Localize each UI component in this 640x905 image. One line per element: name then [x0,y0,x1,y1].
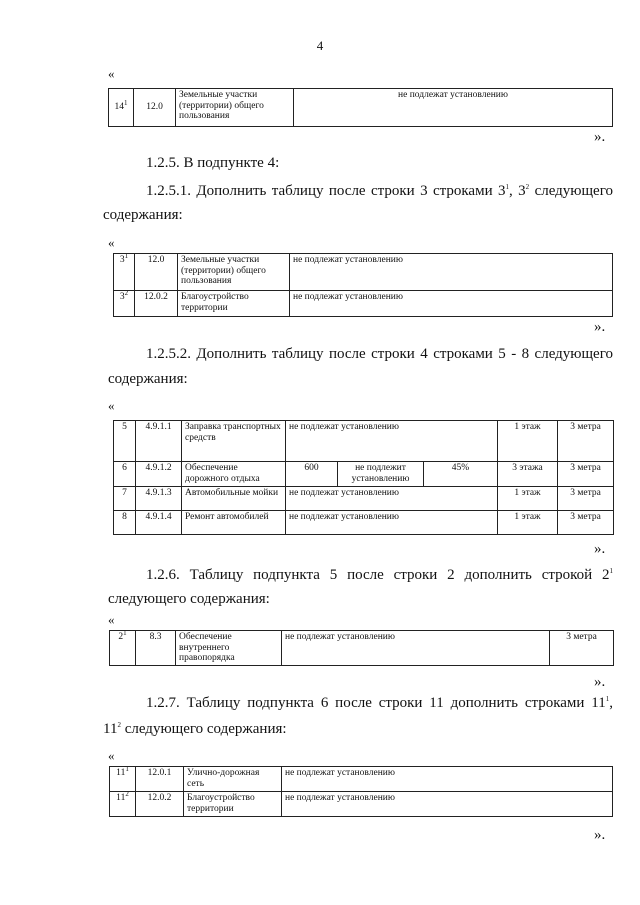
distance-cell: 3 метра [558,511,614,535]
table-row [109,89,613,127]
row-number: $11^1$ [110,767,136,792]
code-cell: 12.0 [134,89,176,127]
row-number: $2^1$ [110,631,136,666]
table-row [114,511,614,535]
open-quote: « [108,235,115,250]
row-number: $3^1$ [114,254,135,291]
name-cell: Обеспечение внутреннего правопорядка [176,631,282,666]
paragraph-1-2-5-1-cont: содержания: [103,207,183,223]
close-quote: ». [594,541,606,557]
table-row [114,421,614,462]
distance-cell: 3 метра [558,487,614,511]
floors-cell: 1 этаж [498,511,558,535]
value-cell: не подлежат установлению [286,421,498,462]
name-cell: Улично-дорожная сеть [184,767,282,792]
name-cell: Автомобильные мойки [182,487,286,511]
name-cell: Заправка транспортных средств [182,421,286,462]
name-cell: Благоустройство территории [178,291,290,317]
area-max-cell: не подлежит установлению [338,462,424,487]
table-row [114,254,613,291]
code-cell: 12.0.1 [136,767,184,792]
paragraph-1-2-5-2: 1.2.5.2. Дополнить таблицу после строки 4 строками 5 - 8 следующего [146,346,613,362]
row-number: $14^1$ [109,89,134,127]
row-number: 7 [114,487,136,511]
value-cell: не подлежат установлению [286,487,498,511]
code-cell: 12.0 [135,254,178,291]
table-row [110,792,613,817]
page-number: 4 [316,38,324,53]
paragraph-1-2-7-cont: $11^2$ следующего содержания: [103,721,287,737]
table-2 [113,253,613,317]
value-cell: не подлежат установлению [290,291,613,317]
close-quote: ». [594,129,606,145]
table-row [114,291,613,317]
table-row [114,487,614,511]
floors-cell: 1 этаж [498,421,558,462]
value-cell: не подлежат установлению [282,767,613,792]
area-cell: 600 [286,462,338,487]
paragraph-1-2-6: 1.2.6. Таблицу подпункта 5 после строки 2 дополнить строкой $2^1$ [146,567,613,583]
close-quote: ». [594,319,606,335]
table-4 [109,630,614,666]
paragraph-1-2-5: 1.2.5. В подпункте 4: [146,155,280,171]
paragraph-1-2-6-cont: следующего содержания: [108,591,270,607]
close-quote: ». [594,674,606,690]
value-cell: не подлежат установлению [286,511,498,535]
row-number: 6 [114,462,136,487]
table-row [110,631,614,666]
name-cell: Обеспечение дорожного отдыха [182,462,286,487]
value-cell: не подлежат установлению [282,792,613,817]
row-number: $11^2$ [110,792,136,817]
value-cell: не подлежат установлению [282,631,550,666]
name-cell: Земельные участки (территории) общего пользования [176,89,294,127]
code-cell: 8.3 [136,631,176,666]
code-cell: 4.9.1.4 [136,511,182,535]
open-quote: « [108,66,115,81]
open-quote: « [108,612,115,627]
table-5 [109,766,613,817]
code-cell: 4.9.1.1 [136,421,182,462]
paragraph-1-2-5-2-cont: содержания: [108,371,188,387]
close-quote: ». [594,827,606,843]
paragraph-1-2-5-1: 1.2.5.1. Дополнить таблицу после строки 3 строками $3^1$, $3^2$ следующего [146,183,613,199]
name-cell: Земельные участки (территории) общего пользования [178,254,290,291]
distance-cell: 3 метра [558,462,614,487]
value-cell: не подлежат установлению [294,89,613,127]
name-cell: Ремонт автомобилей [182,511,286,535]
code-cell: 12.0.2 [135,291,178,317]
paragraph-1-2-7: 1.2.7. Таблицу подпункта 6 после строки 11 дополнить строками $11^1$, [146,695,613,711]
code-cell: 4.9.1.2 [136,462,182,487]
table-1 [108,88,613,127]
floors-cell: 1 этаж [498,487,558,511]
percent-cell: 45% [424,462,498,487]
table-row [110,767,613,792]
table-row [114,462,614,487]
row-number: 5 [114,421,136,462]
row-number: 8 [114,511,136,535]
table-3 [113,420,614,535]
open-quote: « [108,748,115,763]
floors-cell: 3 этажа [498,462,558,487]
row-number: $3^2$ [114,291,135,317]
code-cell: 12.0.2 [136,792,184,817]
name-cell: Благоустройство территории [184,792,282,817]
value-cell: не подлежат установлению [290,254,613,291]
open-quote: « [108,398,115,413]
distance-cell: 3 метра [550,631,614,666]
distance-cell: 3 метра [558,421,614,462]
code-cell: 4.9.1.3 [136,487,182,511]
